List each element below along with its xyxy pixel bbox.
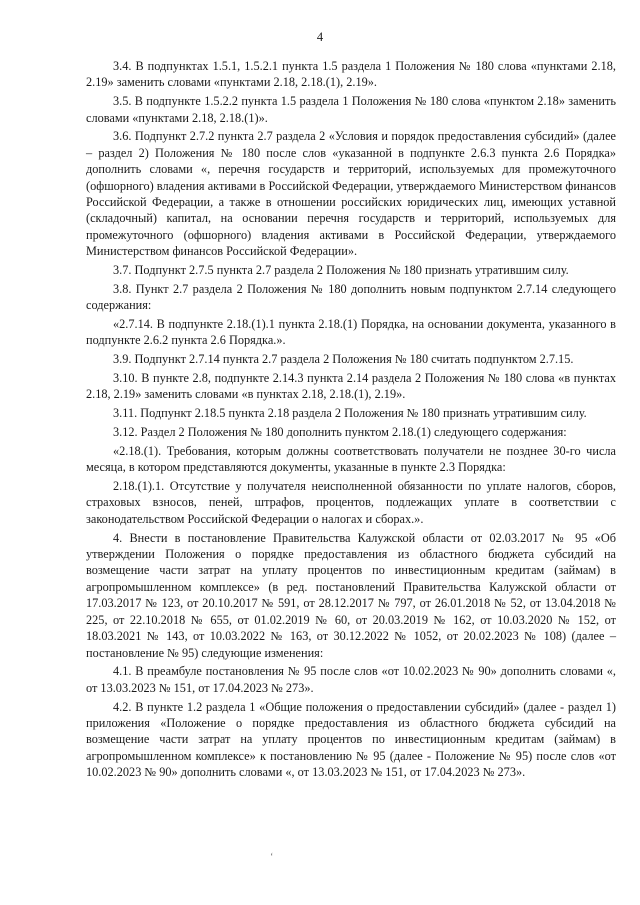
paragraph-2-7-14-quote: «2.7.14. В подпункте 2.18.(1).1 пункта 2.18.(1) Порядка, на основании документа, указанного в подпункте 2.6.2 пункта 2.6 Порядка.».	[86, 317, 616, 348]
paragraph-4-2: 4.2. В пункте 1.2 раздела 1 «Общие положения о предоставлении субсидий» (далее - раздел 1) приложения «Положение о порядке предоставления из областного бюджета субсидий на возмещение части затрат на уплату процентов по инвестиционным кредитам (займам) в агропромышленном комплексе» к постановлению № 95 (далее - Положение № 95) после слов «от 10.02.2023 № 90» дополнить словами «, от 13.03.2023 № 151, от 17.04.2023 № 273».	[86, 699, 616, 780]
document-body	[86, 58, 616, 783]
paragraph-3-7: 3.7. Подпункт 2.7.5 пункта 2.7 раздела 2 Положения № 180 признать утратившим силу.	[113, 263, 569, 278]
paragraph-3-6: 3.6. Подпункт 2.7.2 пункта 2.7 раздела 2 «Условия и порядок предоставления субсидий» (далее – раздел 2) Положения № 180 после слов «указанной в подпункте 2.6.3 пункта 2.6 Порядка» дополнить словами «, перечня государств и территорий, используемых для промежуточного (офшорного) владения активами в Российской Федерации, утверждаемого Министерством финансов Российской Федерации, а также в отношении российских юридических лиц, имеющих уставной (складочный) капитал, на основании перечня государств и территорий, используемых для промежуточного (офшорного) владения активами в Российской Федерации, утверждаемого Министерством финансов Российской Федерации».	[86, 129, 616, 259]
paragraph-3-12: 3.12. Раздел 2 Положения № 180 дополнить пунктом 2.18.(1) следующего содержания:	[113, 425, 567, 440]
paragraph-3-10: 3.10. В пункте 2.8, подпункте 2.14.3 пункта 2.14 раздела 2 Положения № 180 слова «в пунктах 2.18, 2.19» заменить словами «в пунктах 2.18, 2.18.(1), 2.19».	[86, 371, 616, 402]
paragraph-4-1: 4.1. В преамбуле постановления № 95 после слов «от 10.02.2023 № 90» дополнить словами «, от 13.03.2023 № 151, от 17.04.2023 № 273».	[86, 664, 616, 695]
paragraph-3-11: 3.11. Подпункт 2.18.5 пункта 2.18 раздела 2 Положения № 180 признать утратившим силу.	[113, 406, 587, 421]
scan-mark: ʻ	[270, 852, 274, 863]
page-number: 4	[316, 30, 324, 44]
paragraph-3-4: 3.4. В подпунктах 1.5.1, 1.5.2.1 пункта 1.5 раздела 1 Положения № 180 слова «пунктами 2.18, 2.19» заменить словами «пунктами 2.18, 2.18.(1), 2.19».	[86, 59, 616, 90]
paragraph-2-18-1-1: 2.18.(1).1. Отсутствие у получателя неисполненной обязанности по уплате налогов, сборов, страховых взносов, пеней, штрафов, процентов, подлежащих уплате в соответствии с законодательством Российской Федерации о налогах и сборах.».	[86, 479, 616, 526]
paragraph-3-9: 3.9. Подпункт 2.7.14 пункта 2.7 раздела 2 Положения № 180 считать подпунктом 2.7.15.	[113, 352, 574, 367]
paragraph-3-5: 3.5. В подпункте 1.5.2.2 пункта 1.5 раздела 1 Положения № 180 слова «пунктом 2.18» заменить словами «пунктами 2.18, 2.18.(1)».	[86, 94, 616, 125]
paragraph-2-18-1-quote: «2.18.(1). Требования, которым должны соответствовать получатели не позднее 30-го числа месяца, в котором представляются документы, указанные в пункте 2.3 Порядка:	[86, 443, 616, 475]
paragraph-4: 4. Внести в постановление Правительства Калужской области от 02.03.2017 № 95 «Об утверждении Положения о порядке предоставления из областного бюджета субсидий на возмещение части затрат на уплату процентов по инвестиционным кредитам (займам) в агропромышленном комплексе» (в ред. постановлений Правительства Калужской области от 17.03.2017 № 123, от 20.10.2017 № 591, от 28.12.2017 № 797, от 26.01.2018 № 52, от 13.04.2018 № 225, от 22.10.2018 № 655, от 01.02.2019 № 60, от 20.03.2019 № 162, от 10.03.2020 № 152, от 18.03.2021 № 143, от 10.03.2022 № 163, от 30.12.2022 № 1052, от 20.02.2023 № 108) (далее – постановление № 95) следующие изменения:	[86, 530, 616, 660]
paragraph-3-8: 3.8. Пункт 2.7 раздела 2 Положения № 180 дополнить новым подпунктом 2.7.14 следующего содержания:	[86, 281, 616, 313]
